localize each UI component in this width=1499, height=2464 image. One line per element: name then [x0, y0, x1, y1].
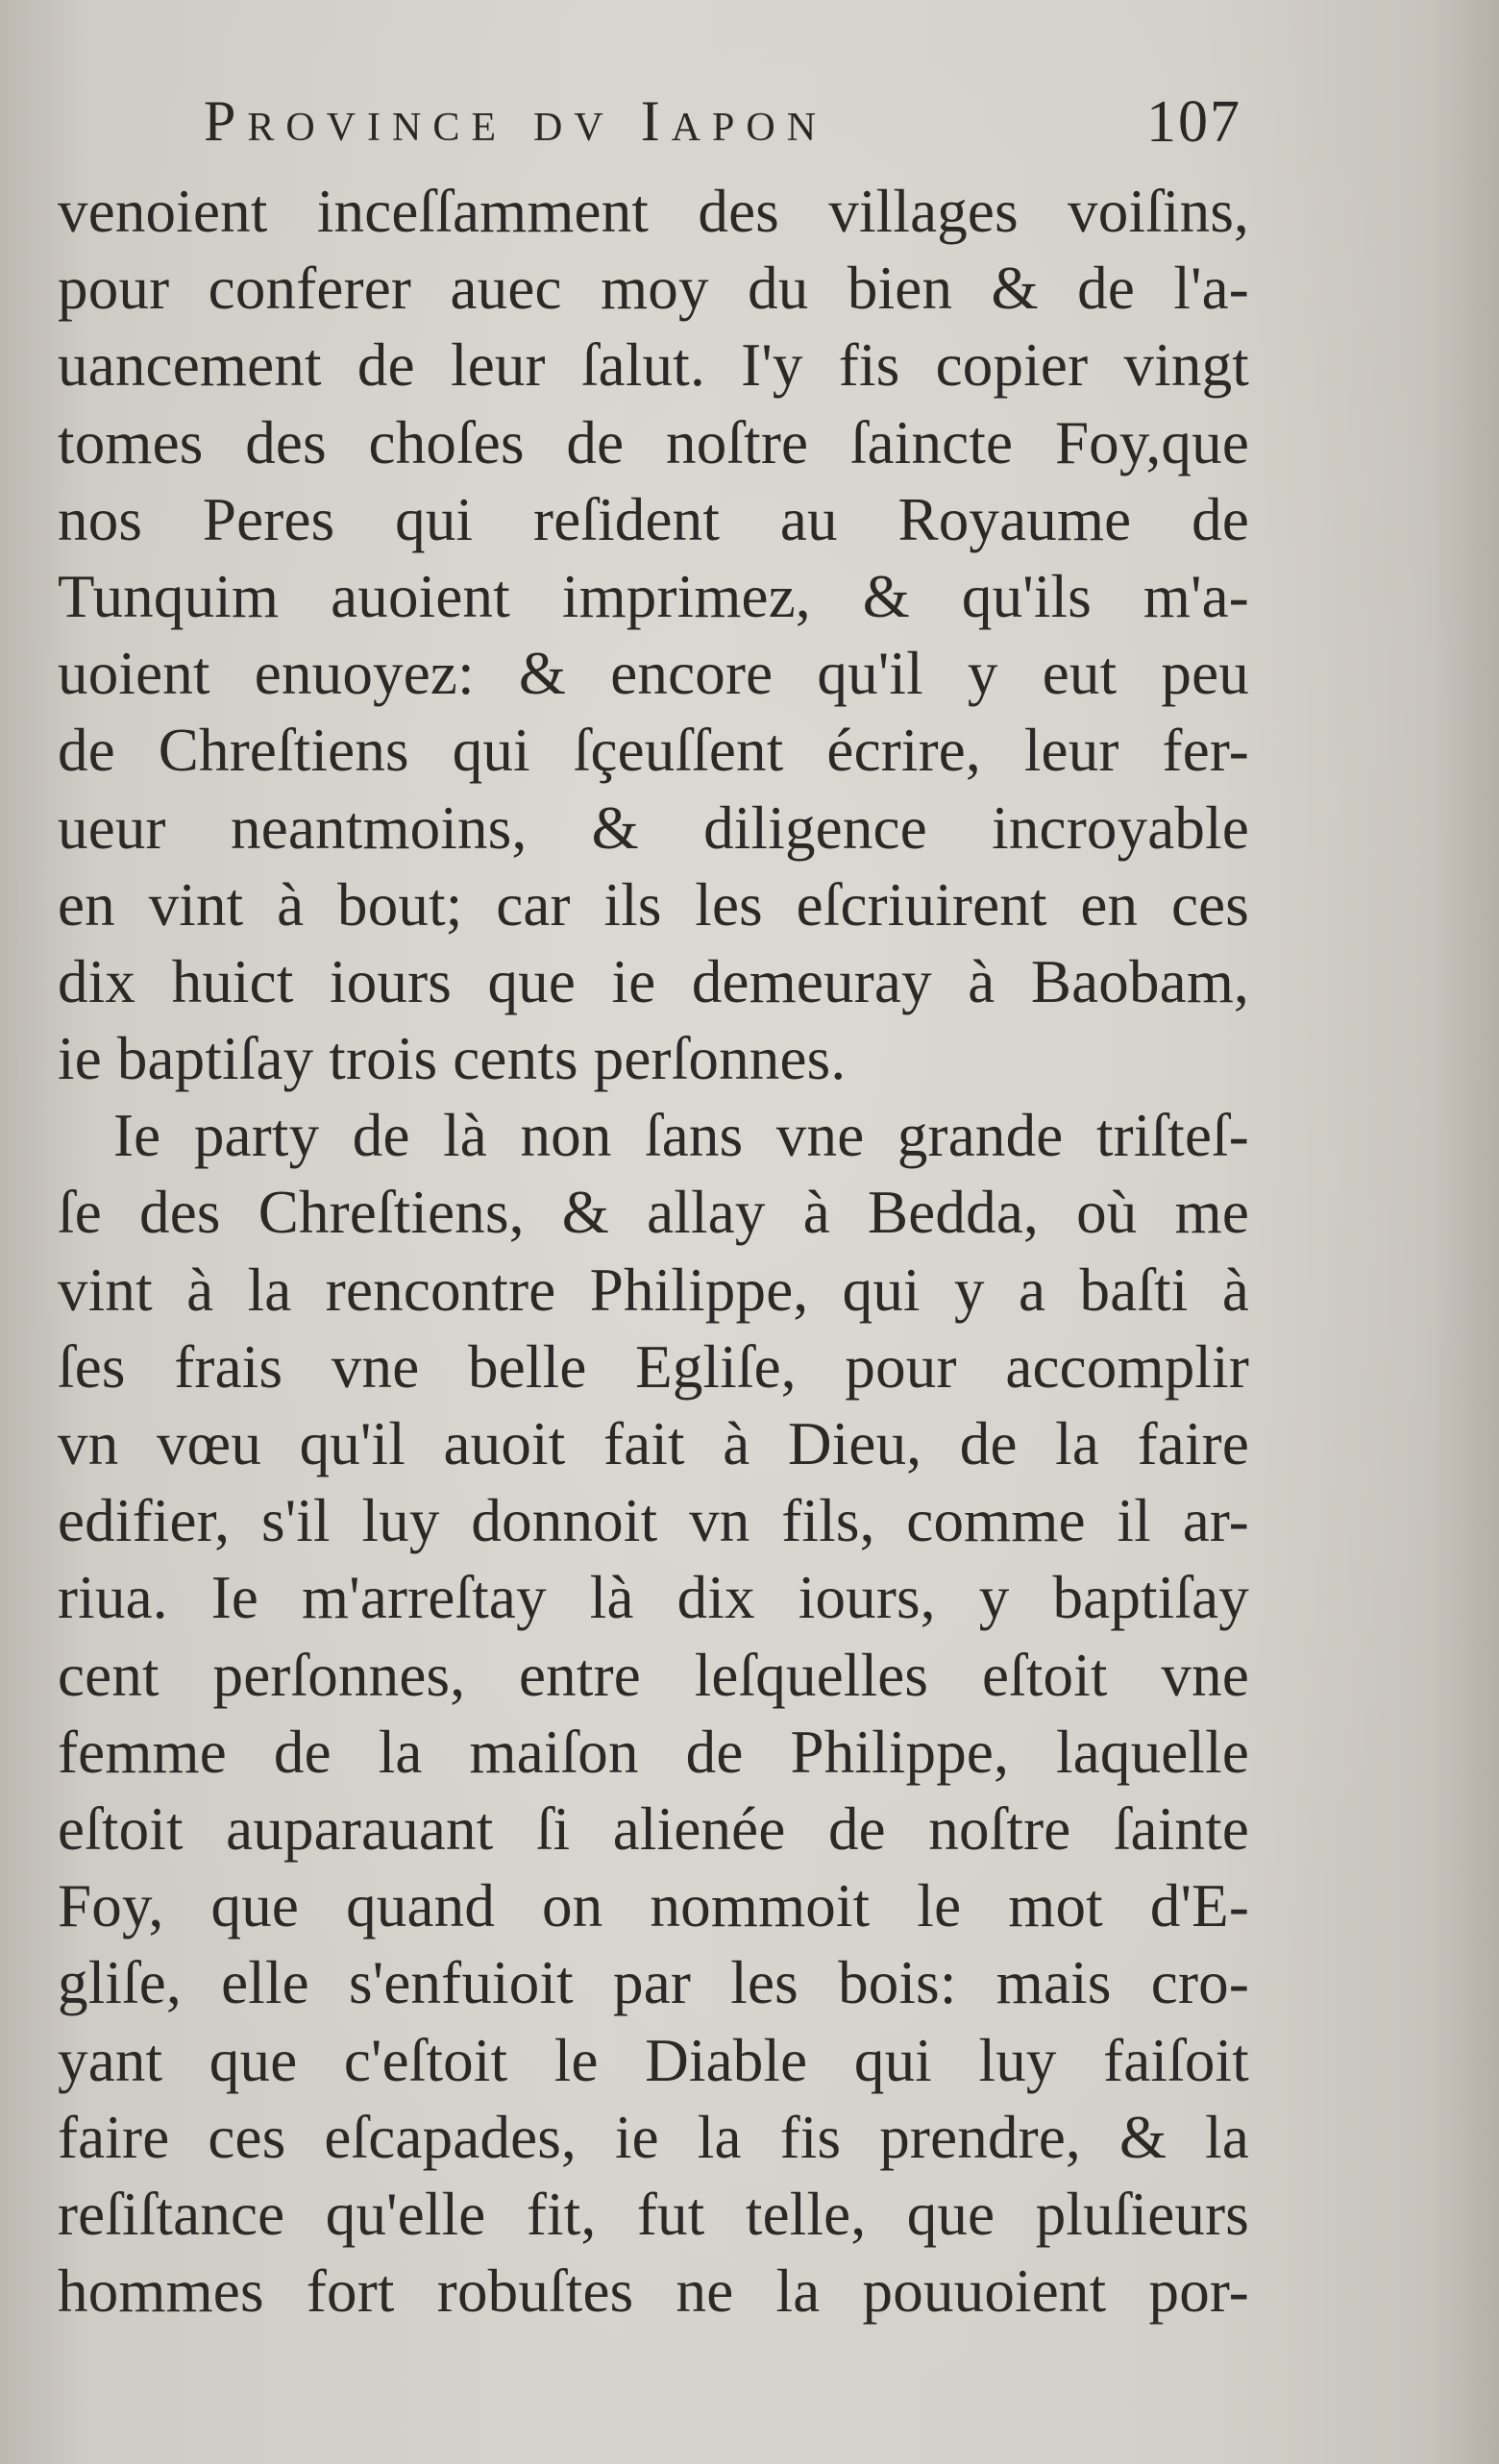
- text-line: edifier, s'il luy donnoit vn fils, comme il ar-: [58, 1487, 1249, 1555]
- text-line: eſtoit auparauant ſi alienée de noſtre ſainte: [58, 1794, 1249, 1863]
- running-title: Province dv Iapon: [204, 89, 828, 153]
- text-line: ueur neantmoins, & diligence incroyable: [58, 793, 1249, 862]
- text-line: Ie party de là non ſans vne grande triſteſ-: [113, 1102, 1249, 1170]
- text-line: en vint à bout; car ils les eſcriuirent en ces: [58, 870, 1249, 939]
- text-line: vn vœu qu'il auoit fait à Dieu, de la faire: [58, 1410, 1249, 1477]
- text-line: riua. Ie m'arreſtay là dix iours, y baptiſay: [58, 1564, 1249, 1632]
- text-line: ſe des Chreſtiens, & allay à Bedda, où me: [58, 1179, 1249, 1247]
- text-line: gliſe, elle s'enfuioit par les bois: mais cro-: [58, 1949, 1249, 2017]
- body-text: [58, 173, 1249, 2330]
- text-line: venoient inceſſamment des villages voiſins,: [58, 178, 1249, 245]
- text-line: dix huict iours que ie demeuray à Baobam,: [58, 947, 1249, 1015]
- text-line: ie baptiſay trois cents perſonnes.: [58, 1025, 847, 1093]
- text-line: vint à la rencontre Philippe, qui y a baſti à: [58, 1256, 1249, 1324]
- text-line: Foy, que quand on nommoit le mot d'E-: [58, 1872, 1249, 1940]
- text-line: de Chreſtiens qui ſçeuſſent écrire, leur fer-: [58, 717, 1249, 785]
- text-line: Tunquim auoient imprimez, & qu'ils m'a-: [58, 562, 1249, 630]
- text-line: uancement de leur ſalut. I'y fis copier vingt: [58, 331, 1249, 400]
- text-line: cent perſonnes, entre leſquelles eſtoit vne: [58, 1641, 1249, 1709]
- page-number: 107: [1146, 89, 1241, 155]
- text-line: yant que c'eſtoit le Diable qui luy faiſoit: [58, 2026, 1249, 2094]
- text-line: uoient enuoyez: & encore qu'il y eut peu: [58, 640, 1249, 708]
- text-line: ſes frais vne belle Egliſe, pour accomplir: [58, 1332, 1249, 1401]
- text-line: faire ces eſcapades, ie la fis prendre, & la: [58, 2103, 1249, 2171]
- text-line: reſiſtance qu'elle fit, fut telle, que pluſieurs: [58, 2180, 1249, 2248]
- page-header: [204, 88, 1241, 175]
- text-line: nos Peres qui reſident au Royaume de: [58, 485, 1249, 553]
- text-line: hommes fort robuſtes ne la pouuoient por-: [58, 2257, 1249, 2326]
- text-line: tomes des choſes de noſtre ſaincte Foy,que: [58, 408, 1249, 476]
- text-line: pour conferer auec moy du bien & de l'a-: [58, 255, 1249, 323]
- text-line: femme de la maiſon de Philippe, laquelle: [58, 1718, 1249, 1786]
